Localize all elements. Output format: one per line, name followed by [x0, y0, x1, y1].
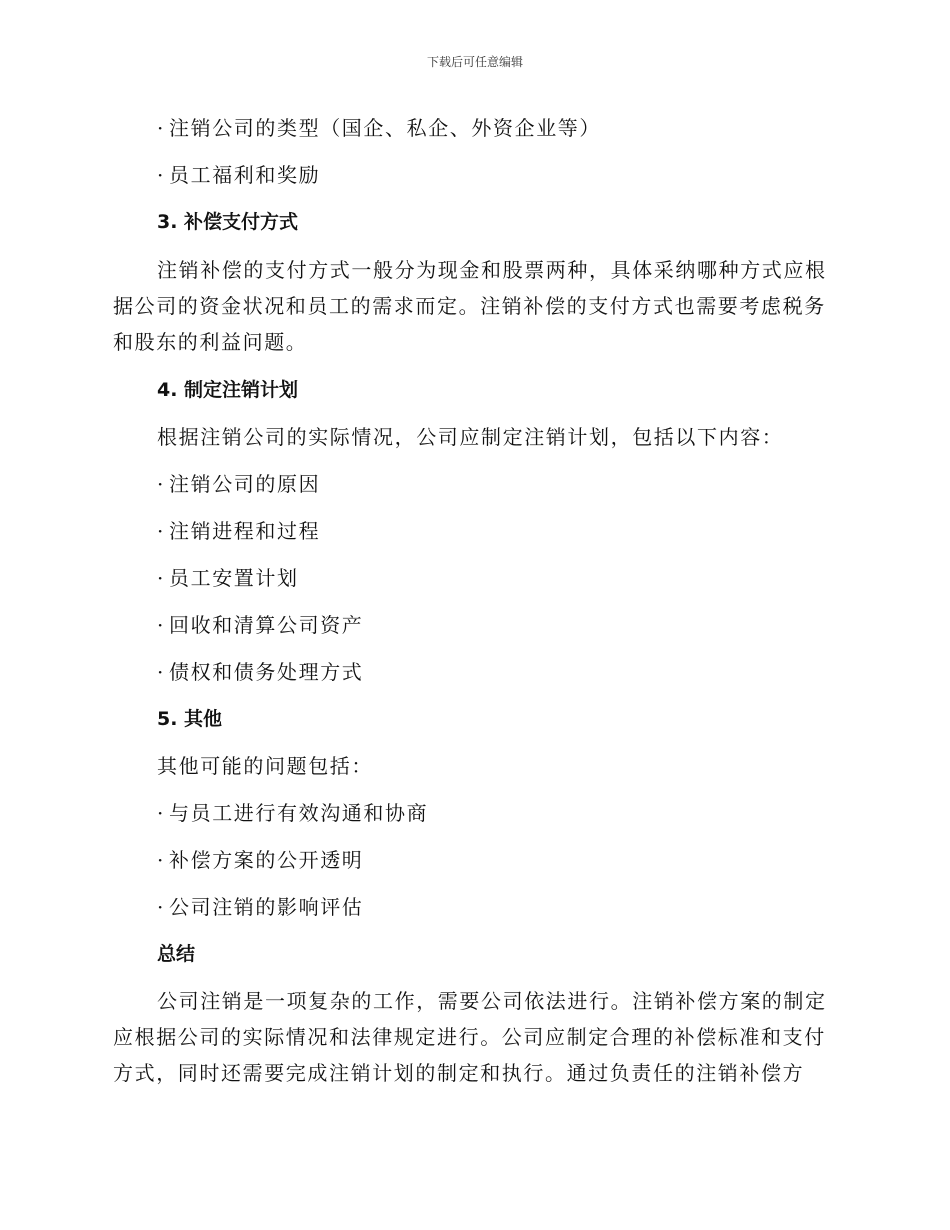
section-heading: 4. 制定注销计划	[157, 379, 299, 401]
list-item	[157, 470, 320, 498]
page-header: 下载后可任意编辑	[426, 55, 523, 69]
list-item-text: 员工福利和奖励	[169, 163, 321, 187]
list-item-text: 补偿方案的公开透明	[169, 848, 364, 872]
bullet-marker: ·	[157, 848, 165, 872]
list-item-text: 与员工进行有效沟通和协商	[169, 801, 429, 825]
paragraph-line: 应根据公司的实际情况和法律规定进行。公司应制定合理的补偿标准和支付	[113, 1025, 826, 1049]
bullet-marker: ·	[157, 895, 165, 919]
list-item	[157, 114, 601, 142]
bullet-marker: ·	[157, 519, 165, 543]
section-heading: 5. 其他	[157, 708, 223, 730]
paragraph-line: 方式，同时还需要完成注销计划的制定和执行。通过负责任的注销补偿方	[113, 1061, 805, 1085]
list-item	[157, 161, 320, 189]
paragraph-line: 注销补偿的支付方式一般分为现金和股票两种，具体采纳哪种方式应根	[157, 258, 827, 282]
list-item-text: 注销进程和过程	[169, 519, 321, 543]
list-item-text: 回收和清算公司资产	[169, 613, 364, 637]
section-heading: 3. 补偿支付方式	[157, 211, 299, 233]
bullet-marker: ·	[157, 472, 165, 496]
paragraph-line: 其他可能的问题包括：	[157, 754, 373, 778]
paragraph-line: 公司注销是一项复杂的工作，需要公司依法进行。注销补偿方案的制定	[157, 989, 827, 1013]
bullet-marker: ·	[157, 566, 165, 590]
bullet-marker: ·	[157, 613, 165, 637]
list-item	[157, 517, 320, 545]
list-item	[157, 846, 363, 874]
paragraph-line: 根据注销公司的实际情况，公司应制定注销计划，包括以下内容：	[157, 425, 784, 449]
list-item	[157, 893, 363, 921]
list-item	[157, 799, 428, 827]
paragraph-line: 据公司的资金状况和员工的需求而定。注销补偿的支付方式也需要考虑税务	[113, 294, 826, 318]
section-heading: 总结	[157, 943, 196, 965]
bullet-marker: ·	[157, 801, 165, 825]
bullet-marker: ·	[157, 660, 165, 684]
list-item-text: 债权和债务处理方式	[169, 660, 364, 684]
list-item	[157, 611, 363, 639]
list-item-text: 公司注销的影响评估	[169, 895, 364, 919]
paragraph-line: 和股东的利益问题。	[113, 330, 308, 354]
bullet-marker: ·	[157, 116, 165, 140]
list-item-text: 注销公司的类型（国企、私企、外资企业等）	[169, 116, 601, 140]
list-item-text: 员工安置计划	[169, 566, 299, 590]
bullet-marker: ·	[157, 163, 165, 187]
list-item-text: 注销公司的原因	[169, 472, 321, 496]
list-item	[157, 564, 299, 592]
list-item	[157, 658, 363, 686]
